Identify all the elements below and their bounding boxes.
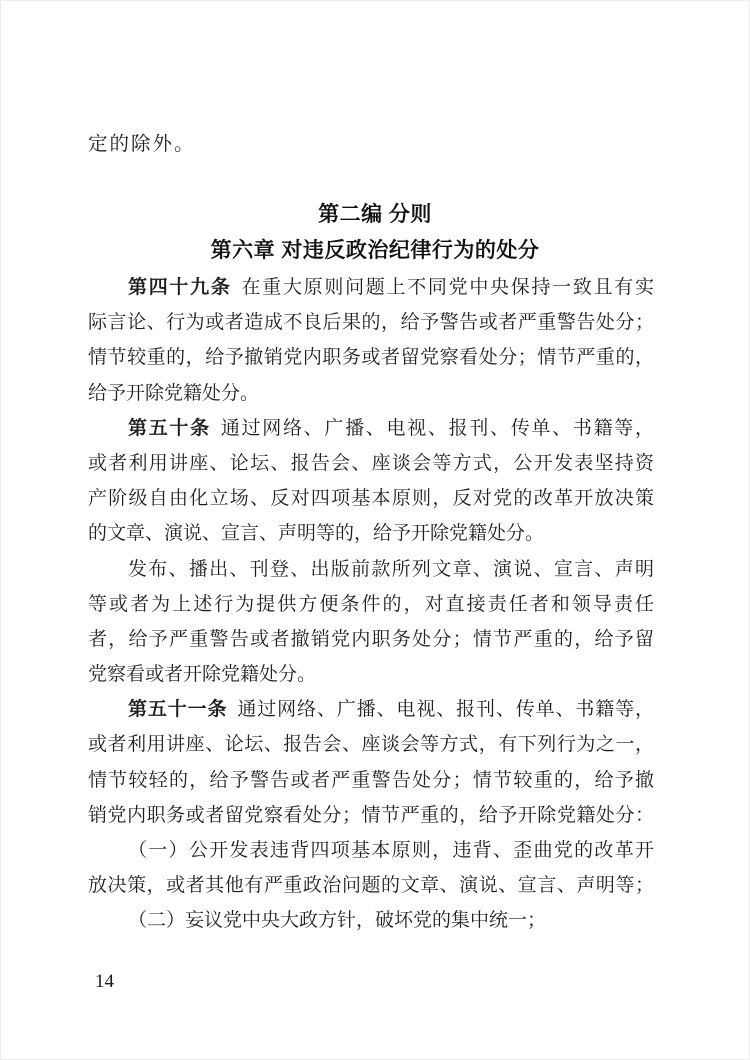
line-text: 情节较重的，给予撤销党内职务或者留党察看处分；情节严重的， — [88, 347, 654, 369]
chapter-heading: 第六章 对违反政治纪律行为的处分 — [210, 239, 540, 262]
text-line — [88, 798, 654, 833]
line-text: 给予开除党籍处分。 — [88, 382, 260, 404]
list-item-line — [88, 868, 654, 903]
line-text: 或者利用讲座、论坛、报告会、座谈会等方式，公开发表坚持资 — [88, 452, 654, 474]
line-text: 或者利用讲座、论坛、报告会、座谈会等方式，有下列行为之一， — [88, 734, 654, 756]
article-number-label: 第五十一条 — [128, 699, 228, 721]
text-line — [88, 587, 654, 622]
text-line — [88, 552, 654, 587]
line-text: 际言论、行为或者造成不良后果的，给予警告或者严重警告处分； — [88, 312, 654, 334]
article-number-label: 第四十九条 — [128, 277, 232, 298]
line-text: 在重大原则问题上不同党中央保持一致且有实 — [241, 277, 654, 298]
text-line — [88, 411, 654, 446]
text-line — [88, 763, 654, 798]
line-text: 产阶级自由化立场、反对四项基本原则，反对党的改革开放决策 — [88, 488, 654, 510]
text-line — [88, 622, 654, 657]
text-line — [88, 657, 654, 692]
text-line — [88, 727, 654, 762]
article-number-label: 第五十条 — [128, 417, 211, 439]
line-text: 通过网络、广播、电视、报刊、传单、书籍等， — [237, 699, 654, 721]
part-heading: 第二编 分则 — [318, 203, 432, 226]
page-number: 14 — [95, 971, 114, 992]
line-text: 通过网络、广播、电视、报刊、传单、书籍等， — [220, 417, 654, 439]
line-text: （一）公开发表违背四项基本原则，违背、歪曲党的改革开 — [128, 840, 654, 861]
list-item-line — [88, 903, 654, 938]
text-line — [88, 692, 654, 727]
line-text: 发布、播出、刊登、出版前款所列文章、演说、宣言、声明 — [128, 558, 654, 580]
line-text: 放决策，或者其他有严重政治问题的文章、演说、宣言、声明等； — [88, 875, 654, 897]
text-line — [88, 376, 654, 411]
list-item-line — [88, 833, 654, 868]
text-line — [88, 481, 654, 516]
text-line — [88, 446, 654, 481]
line-text: 者，给予严重警告或者撤销党内职务处分；情节严重的，给予留 — [88, 628, 654, 650]
text-line — [88, 340, 654, 375]
line-text: 情节较轻的，给予警告或者严重警告处分；情节较重的，给予撤 — [88, 769, 654, 791]
line-text: 等或者为上述行为提供方便条件的，对直接责任者和领导责任 — [88, 593, 654, 615]
text-line — [88, 270, 654, 305]
line-text: 的文章、演说、宣言、声明等的，给予开除党籍处分。 — [88, 523, 545, 545]
continuation-text: 定的除外。 — [88, 134, 196, 155]
text-line — [88, 516, 654, 551]
line-text: 党察看或者开除党籍处分。 — [88, 664, 317, 686]
article-text-block — [88, 270, 654, 939]
text-line — [88, 305, 654, 340]
line-text: 销党内职务或者留党察看处分；情节严重的，给予开除党籍处分： — [88, 804, 654, 826]
line-text: （二）妄议党中央大政方针，破坏党的集中统一； — [128, 910, 547, 932]
